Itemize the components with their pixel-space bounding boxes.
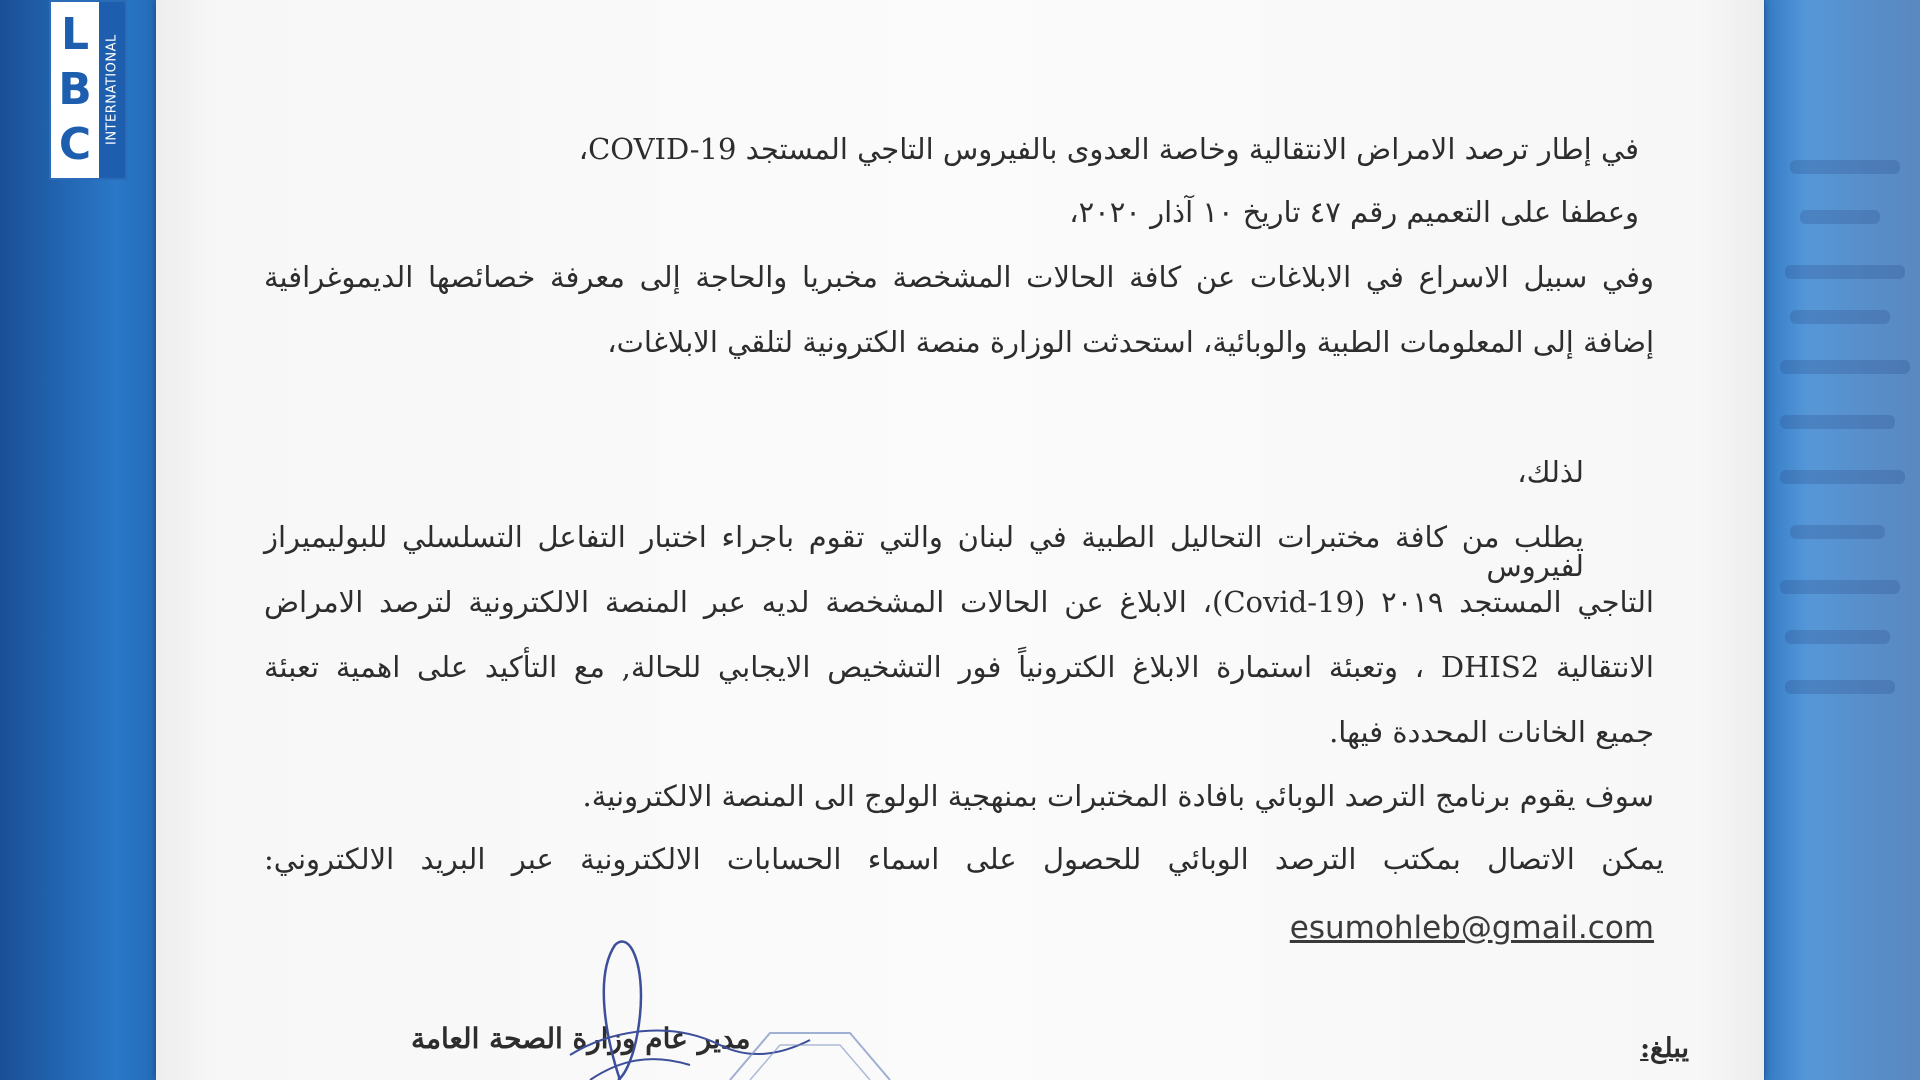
background-document-ghost [1765,0,1920,1080]
ghost-text-line [1780,580,1900,594]
ghost-text-line [1780,360,1910,374]
official-letter [156,0,1764,1080]
ghost-text-line [1785,680,1895,694]
ghost-text-line [1780,415,1895,429]
channel-logo [49,0,127,180]
letter-line: التاجي المستجد ٢٠١٩ (Covid-19)، الابلاغ عن الحالات المشخصة لديه عبر المنصة الالكترونية لترصد الامراض [264,585,1654,619]
logo-letter: B [58,63,92,115]
ghost-text-line [1790,310,1890,324]
letter-line: يطلب من كافة مختبرات التحاليل الطبية في لبنان والتي تقوم باجراء اختبار التفاعل التسلسلي للبوليميراز لفيروس [264,520,1584,583]
logo-subtitle: INTERNATIONAL [99,2,125,178]
letter-line: إضافة إلى المعلومات الطبية والوبائية، استحدثت الوزارة منصة الكترونية لتلقي الابلاغات، [607,325,1654,359]
letter-line: سوف يقوم برنامج الترصد الوبائي بافادة المختبرات بمنهجية الولوج الى المنصة الالكترونية. [582,779,1654,813]
signatory-title: مدير عام وزارة الصحة العامة [411,1022,751,1055]
letter-line: يمكن الاتصال بمكتب الترصد الوبائي للحصول على اسماء الحسابات الالكترونية عبر البريد الالكتروني: [264,842,1664,876]
letter-line: في إطار ترصد الامراض الانتقالية وخاصة العدوى بالفيروس التاجي المستجد COVID-19، [578,132,1639,166]
ghost-text-line [1790,160,1900,174]
letter-line: الانتقالية DHIS2 ، وتعبئة استمارة الابلاغ الكترونياً فور التشخيص الايجابي للحالة, مع التأكيد على اهمية تعبئة [264,650,1654,684]
letter-line: وعطفا على التعميم رقم ٤٧ تاريخ ١٠ آذار ٢٠٢٠، [1069,195,1639,229]
letter-line: جميع الخانات المحددة فيها. [1329,715,1654,749]
logo-letter: C [58,118,92,170]
logo-letter: L [60,9,90,61]
letter-line: وفي سبيل الاسراع في الابلاغات عن كافة الحالات المشخصة مخبريا والحاجة إلى معرفة خصائصها الديموغرافية [264,260,1654,294]
ghost-text-line [1800,210,1880,224]
ghost-text-line [1790,525,1885,539]
logo-letters [51,2,99,178]
ghost-text-line [1785,265,1905,279]
letter-line: لذلك، [1517,455,1584,489]
ghost-text-line [1780,470,1905,484]
official-stamp [720,1025,900,1080]
ghost-text-line [1785,630,1890,644]
copy-label: يبلغ: [1640,1033,1689,1064]
contact-email: esumohleb@gmail.com [1289,910,1654,946]
